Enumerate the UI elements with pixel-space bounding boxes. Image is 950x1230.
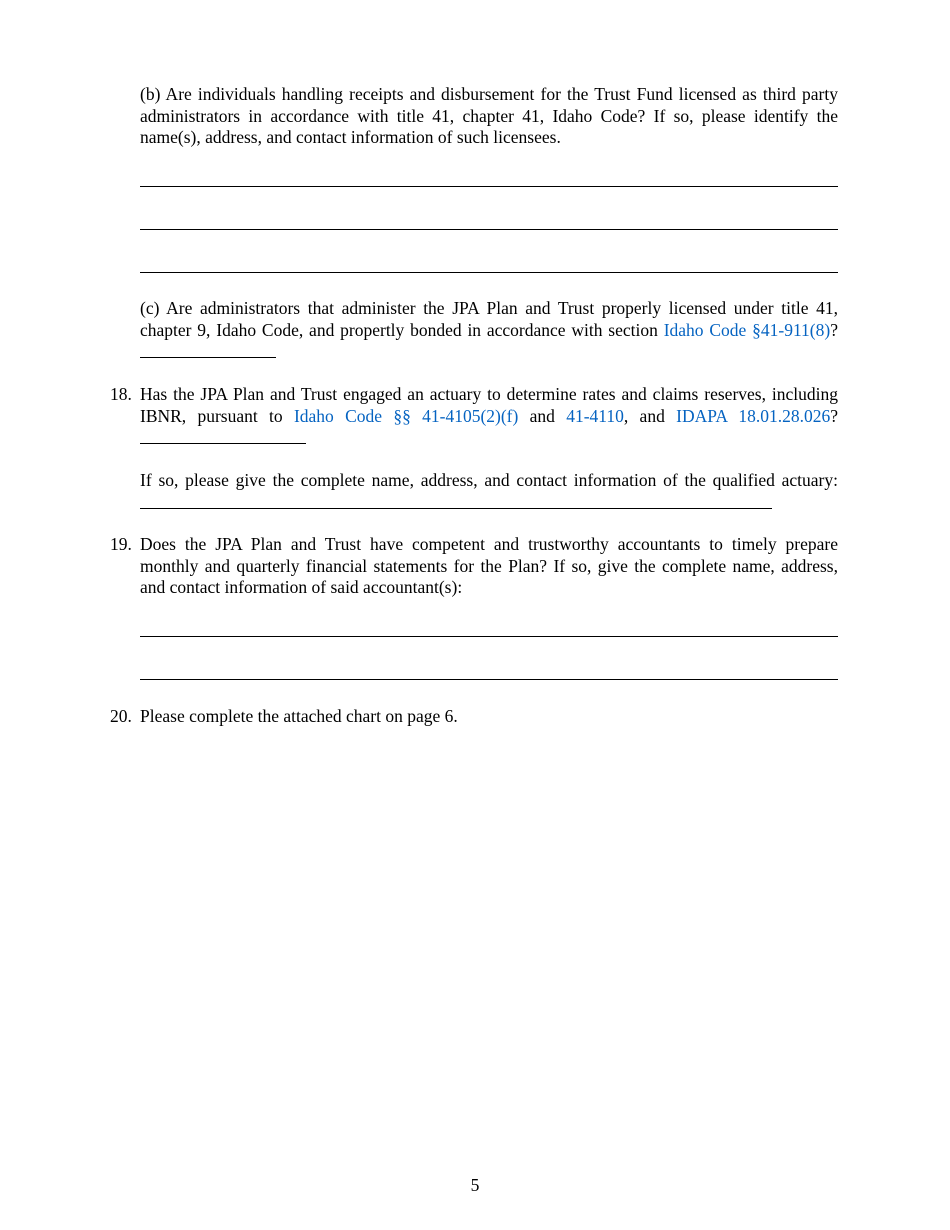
question-18-qmark: ? xyxy=(830,405,838,426)
question-18-body: Has the JPA Plan and Trust engaged an actuary to determine rates and claims reserves, including IBNR, pursuant to xyxy=(140,384,838,426)
page-number: 5 xyxy=(470,1175,480,1195)
question-18-followup xyxy=(140,470,838,514)
question-b-text xyxy=(140,84,838,149)
answer-line-19-2[interactable] xyxy=(140,679,838,680)
answer-line-b-1[interactable] xyxy=(140,186,838,187)
question-18-followup-text: If so, please give the complete name, address, and contact information of the qualified actuary: xyxy=(140,470,838,490)
question-c-qmark: ? xyxy=(830,319,838,340)
question-c-text xyxy=(140,298,838,364)
answer-line-19-1[interactable] xyxy=(140,636,838,637)
question-20-body: Please complete the attached chart on page 6. xyxy=(140,706,458,726)
question-b-body: (b) Are individuals handling receipts and disbursement for the Trust Fund licensed as third party administrators in accordance with title 41, chapter 41, Idaho Code? If so, please identify the name(s), address, and contact information of such licensees. xyxy=(140,84,838,147)
link-idapa-18-01-28-026[interactable]: IDAPA 18.01.28.026 xyxy=(676,405,831,426)
question-18-number: 18. xyxy=(110,384,132,404)
question-19-body: Does the JPA Plan and Trust have competent and trustworthy accountants to timely prepare monthly and quarterly financial statements for the Plan? If so, give the complete name, address, and contact information of said accountant(s): xyxy=(140,534,838,597)
question-19-number: 19. xyxy=(110,534,132,554)
question-19-text xyxy=(140,534,838,599)
question-18-text xyxy=(140,384,838,450)
question-18-and-2: , and xyxy=(623,405,677,426)
answer-blank-c[interactable] xyxy=(140,341,276,358)
link-idaho-code-41-4105-2-f[interactable]: Idaho Code §§ 41-4105(2)(f) xyxy=(293,405,519,426)
link-idaho-code-41-911-8[interactable]: Idaho Code §41-911(8) xyxy=(663,319,831,340)
question-20-text xyxy=(140,706,838,728)
question-20-number: 20. xyxy=(110,706,132,726)
answer-blank-18[interactable] xyxy=(140,427,306,444)
answer-line-b-2[interactable] xyxy=(140,229,838,230)
question-c-body: (c) Are administrators that administer the JPA Plan and Trust properly licensed under title 41, chapter 9, Idaho Code, and propertly bonded in accordance with section xyxy=(140,298,838,340)
link-41-4110[interactable]: 41-4110 xyxy=(566,405,624,426)
answer-blank-actuary[interactable] xyxy=(140,492,772,509)
answer-line-b-3[interactable] xyxy=(140,272,838,273)
question-18-and-1: and xyxy=(518,405,567,426)
